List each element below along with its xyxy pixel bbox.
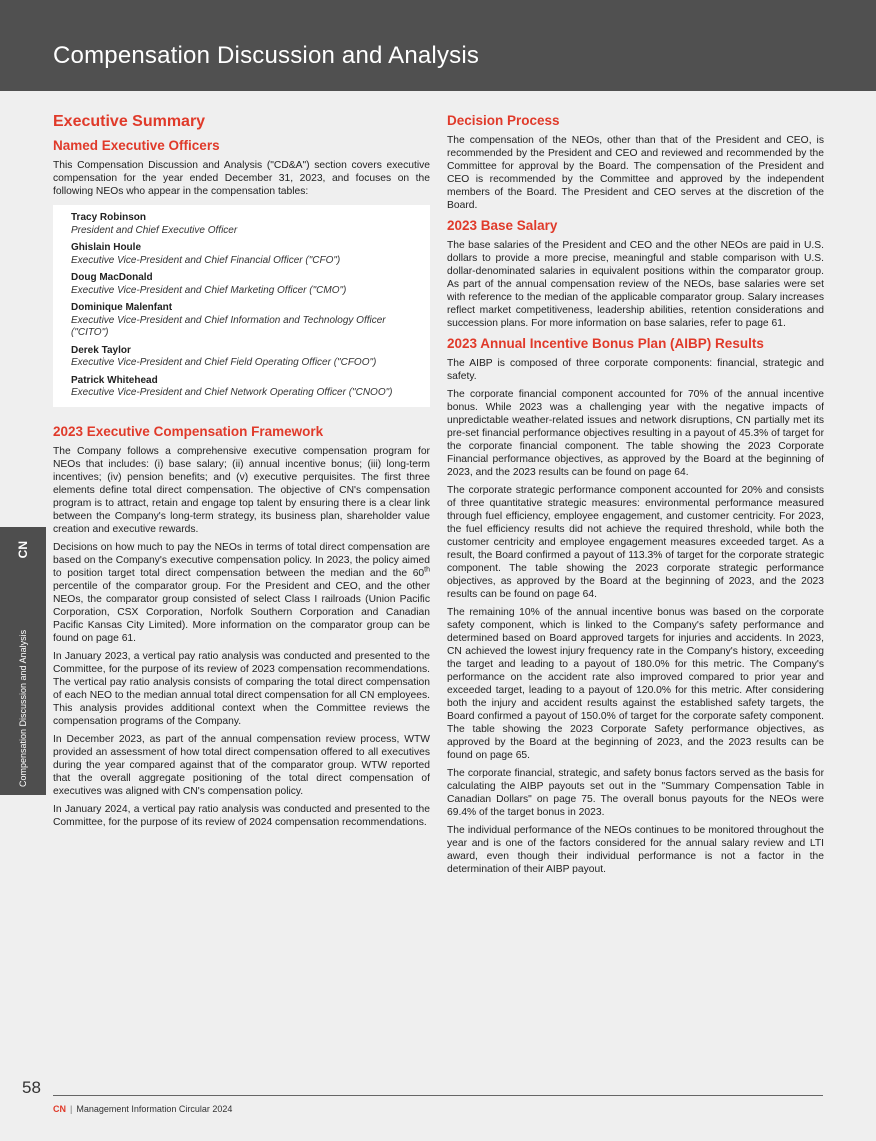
aibp-paragraph: The AIBP is composed of three corporate components: financial, strategic and safety. <box>447 358 824 382</box>
section-side-tab <box>0 527 46 795</box>
officers-list <box>53 205 430 407</box>
cn-logo-side: CN <box>16 541 30 559</box>
framework-paragraph: In December 2023, as part of the annual compensation review process, WTW provided an assessment of how total direct compensation offered to all executives during the year compared against that of the comparator group. WTW reported that the overall aggregate positioning of the total direct compensation of executives was aligned with CN's compensation policy. <box>53 733 430 797</box>
officer-title: Executive Vice-President and Chief Network Operating Officer ("CNOO") <box>71 387 393 398</box>
left-column <box>53 112 430 834</box>
officer-name: Ghislain Houle <box>71 242 142 253</box>
cn-logo-footer: CN <box>53 1104 66 1114</box>
intro-paragraph: This Compensation Discussion and Analysis ("CD&A") section covers executive compensation for the year ended December 31, 2023, and focuses on the following NEOs who appear in the compensation tables: <box>53 160 430 197</box>
base-salary-heading: 2023 Base Salary <box>447 218 558 233</box>
officer-name: Tracy Robinson <box>71 212 147 223</box>
officer-title: President and Chief Executive Officer <box>71 224 238 236</box>
officer-name: Patrick Whitehead <box>71 374 158 386</box>
aibp-heading: 2023 Annual Incentive Bonus Plan (AIBP) Results <box>447 336 764 351</box>
decision-process-heading: Decision Process <box>447 113 560 128</box>
right-column <box>447 112 824 881</box>
page-number: 58 <box>22 1078 41 1097</box>
side-tab-label: Compensation Discussion and Analysis <box>18 629 28 787</box>
salary-paragraph: The base salaries of the President and CEO and the other NEOs are paid in U.S. dollars to provide a more precise, meaningful and stable comparison with U.S. dollar-denominated salaries in equivalent positions within the comparator group. As part of the annual compensation review of the NEOs, base salaries were set with reference to the median of the applicable comparator group. Salary increases reflect market competitiveness, leadership abilities, retention considerations and succession plans. For more information on base salaries, refer to page 61. <box>447 240 824 329</box>
officer-title: Executive Vice-President and Chief Information and Technology Officer ("CITO") <box>71 314 386 338</box>
officer-title: Executive Vice-President and Chief Marketing Officer ("CMO") <box>71 284 347 296</box>
aibp-paragraph: The corporate financial component accounted for 70% of the annual incentive bonus. While 2023 was a challenging year with the negative impacts of unpredictable weather-related issues and network disruptions, CN partially met its pre-set financial performance objectives resulting in a payout of 45.3% of target for the corporate financial component. The table showing the 2023 Corporate Financial performance objectives, as approved by the Board at the beginning of 2023, and the 2023 results can be found on page 64. <box>447 389 824 478</box>
officer-name: Derek Taylor <box>71 344 131 356</box>
executive-summary-heading: Executive Summary <box>53 113 206 130</box>
footer-separator: | <box>70 1104 73 1114</box>
footer <box>53 1104 232 1114</box>
officer-title: Executive Vice-President and Chief Financial Officer ("CFO") <box>71 254 341 266</box>
officer-name: Doug MacDonald <box>71 272 153 283</box>
page-header <box>0 0 876 91</box>
aibp-paragraph: The individual performance of the NEOs continues to be monitored throughout the year and is one of the factors considered for the annual salary review and LTI award, even though their individual performance is not a factor in the determination of their AIBP payout. <box>447 825 824 875</box>
decision-paragraph: The compensation of the NEOs, other than that of the President and CEO, is recommended by the President and CEO and reviewed and recommended by the Committee for approval by the Board. The compensation of the President and CEO is recommended by the Committee and approved by the independent members of the Board. The President and CEO serves at the discretion of the Board. <box>447 135 824 211</box>
framework-paragraph: In January 2023, a vertical pay ratio analysis was conducted and presented to the Committee, for the purpose of its review of 2023 compensation recommendations. The vertical pay ratio analysis consists of comparing the total direct compensation of each NEO to the median annual total direct compensation for all CN employees. This analysis provides additional context when the Committee reviews the compensation programs of the Company. <box>53 650 430 727</box>
framework-paragraph: Decisions on how much to pay the NEOs in terms of total direct compensation are based on the Company's executive compensation policy. In 2023, the policy aimed to position target total direct compensation between the median and the 60th percentile of the comparator group. For the President and CEO, and the other NEOs, the comparator group consisted of select Class I railroads (Union Pacific Corporation, CSX Corporation, Norfolk Southern Corporation and Canadian Pacific Kansas City Limited). More information on the comparator group can be found on page 61. <box>53 541 430 644</box>
footer-divider <box>53 1095 823 1096</box>
framework-paragraph: The Company follows a comprehensive executive compensation program for NEOs that includes: (i) base salary; (ii) annual incentive bonus; (iii) long-term incentives; (iv) pension benefits; and (v) executive perquisites. The first three elements define total direct compensation. The objective of CN's compensation program is to attract, retain and engage top talent by ensuring there is a clear link between the Company's long-term strategy, its business plan, shareholder value creation and executive rewards. <box>53 445 430 535</box>
framework-heading: 2023 Executive Compensation Framework <box>53 423 324 439</box>
officer-name: Dominique Malenfant <box>71 302 173 313</box>
aibp-paragraph: The remaining 10% of the annual incentive bonus was based on the corporate safety component, which is linked to the Company's safety performance and determined based on Board approved targets for injuries and accidents. In 2023, CN achieved the lowest injury frequency rate in the Company's history, exceeding the target and leading to a payout of 180.0% for this metric. The Company's performance on the accident rate also improved compared to prior year and exceeded target, leading to a payout of 120.0% for this metric. After considering both the injury and accident results against the established safety targets, the Board confirmed a payout of 150.0% of target for the corporate safety component. The table showing the 2023 Corporate Safety performance objectives, as approved by the Board at the beginning of 2023, and the 2023 results can be found on page 65. <box>447 607 824 761</box>
aibp-paragraph: The corporate strategic performance component accounted for 20% and consists of three quantitative strategic measures: environmental performance measured through fuel efficiency, employee engagement, and customer centricity. For 2023, the fuel efficiency results did not achieve the required threshold, while both the customer centricity and employee engagement measures exceeded target. As a result, the Board confirmed a payout of 113.3% of target for the corporate strategic component. The table showing the 2023 corporate strategic performance objectives, as approved by the Board at the beginning of 2023, and the 2023 results can be found on page 64. <box>447 485 824 600</box>
framework-paragraph: In January 2024, a vertical pay ratio analysis was conducted and presented to the Committee, for the purpose of its review of 2024 compensation recommendations. <box>53 803 430 828</box>
named-officers-heading: Named Executive Officers <box>53 138 220 153</box>
page-title: Compensation Discussion and Analysis <box>53 42 480 69</box>
aibp-paragraph: The corporate financial, strategic, and safety bonus factors served as the basis for calculating the AIBP payouts set out in the "Summary Compensation Table in Canadian Dollars" on page 75. The overall bonus payouts for the NEOs were 69.4% of the target bonus in 2023. <box>447 768 824 818</box>
officer-title: Executive Vice-President and Chief Field Operating Officer ("CFOO") <box>71 357 377 368</box>
publication-name: Management Information Circular 2024 <box>76 1104 233 1114</box>
